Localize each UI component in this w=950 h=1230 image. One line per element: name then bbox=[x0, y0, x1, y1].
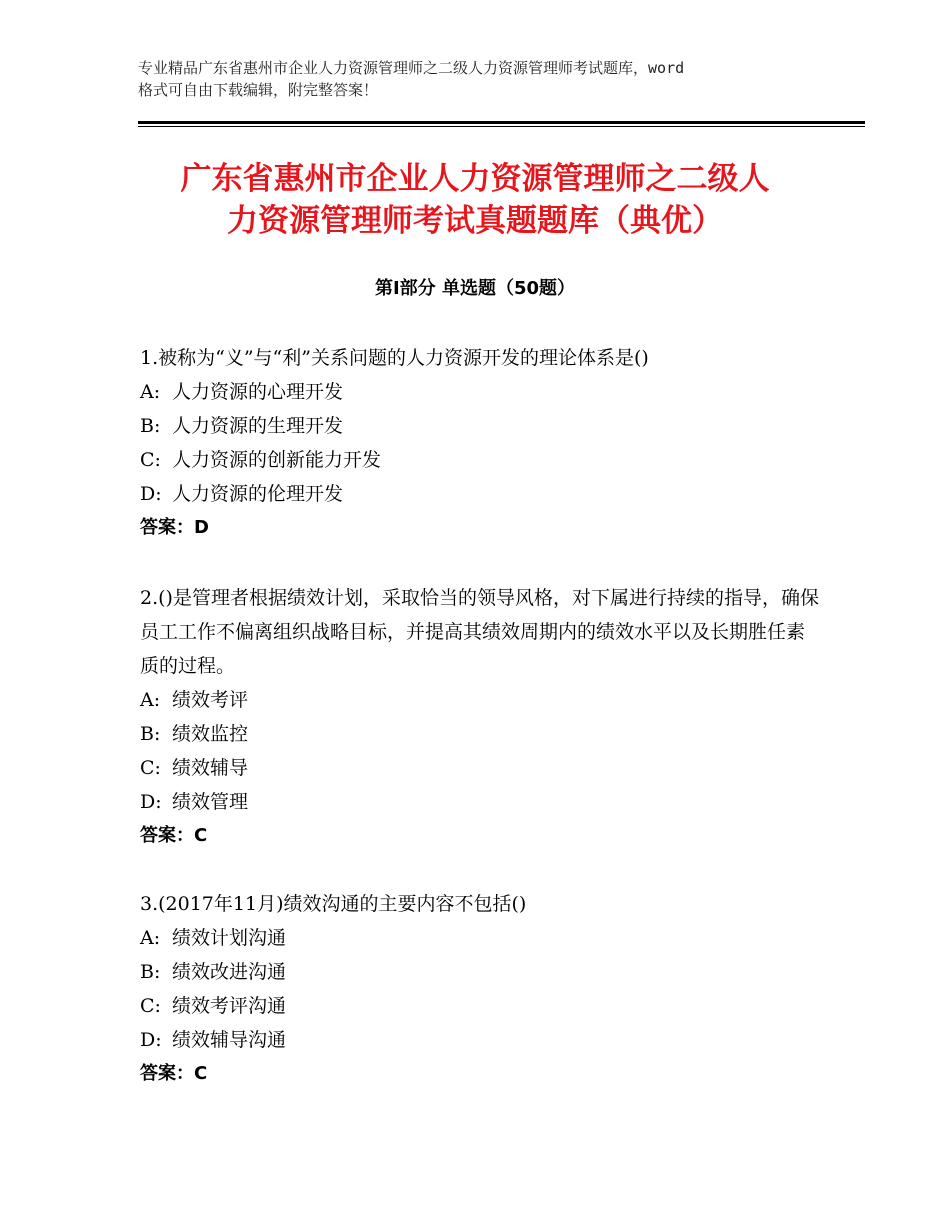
option-letter: D: bbox=[140, 483, 162, 505]
option-d bbox=[140, 477, 820, 511]
header-note bbox=[138, 57, 838, 101]
header-divider-thick bbox=[138, 121, 865, 124]
option-letter: C: bbox=[140, 757, 161, 779]
option-text: 绩效考评 bbox=[172, 689, 249, 711]
answer: 答案：C bbox=[140, 825, 208, 846]
option-a bbox=[140, 683, 820, 717]
option-a bbox=[140, 921, 820, 955]
question-stem: 3.(2017年11月)绩效沟通的主要内容不包括() bbox=[140, 893, 527, 915]
option-text: 人力资源的伦理开发 bbox=[172, 483, 344, 505]
header-note-line-2: 格式可自由下载编辑，附完整答案！ bbox=[138, 81, 379, 99]
option-letter: B: bbox=[140, 415, 161, 437]
question-3 bbox=[140, 887, 820, 1091]
option-letter: B: bbox=[140, 723, 161, 745]
option-text: 人力资源的生理开发 bbox=[172, 415, 344, 437]
option-letter: D: bbox=[140, 791, 162, 813]
answer: 答案：C bbox=[140, 1063, 208, 1084]
option-letter: C: bbox=[140, 449, 161, 471]
option-letter: A: bbox=[140, 927, 161, 949]
section-heading: 第Ⅰ部分 单选题（50题） bbox=[374, 278, 575, 299]
document-title-line-2: 力资源管理师考试真题题库（典优） bbox=[227, 203, 723, 239]
option-text: 人力资源的心理开发 bbox=[172, 381, 344, 403]
header-note-line-1: 专业精品广东省惠州市企业人力资源管理师之二级人力资源管理师考试题库，word bbox=[138, 59, 685, 77]
option-b bbox=[140, 409, 820, 443]
option-letter: A: bbox=[140, 381, 161, 403]
document-title-line-1: 广东省惠州市企业人力资源管理师之二级人 bbox=[180, 161, 770, 197]
option-text: 绩效辅导 bbox=[172, 757, 249, 779]
option-c bbox=[140, 443, 820, 477]
option-text: 人力资源的创新能力开发 bbox=[172, 449, 382, 471]
option-c bbox=[140, 989, 820, 1023]
option-text: 绩效管理 bbox=[172, 791, 249, 813]
question-stem: 2.()是管理者根据绩效计划，采取恰当的领导风格，对下属进行持续的指导，确保员工工作不偏离组织战略目标，并提高其绩效周期内的绩效水平以及长期胜任素质的过程。 bbox=[140, 587, 819, 677]
option-d bbox=[140, 1023, 820, 1057]
option-a bbox=[140, 375, 820, 409]
header-divider-thin bbox=[138, 126, 865, 127]
option-text: 绩效改进沟通 bbox=[172, 961, 287, 983]
option-letter: D: bbox=[140, 1029, 162, 1051]
option-letter: A: bbox=[140, 689, 161, 711]
option-text: 绩效辅导沟通 bbox=[172, 1029, 287, 1051]
question-stem: 1.被称为“义”与“利”关系问题的人力资源开发的理论体系是() bbox=[140, 347, 649, 369]
option-text: 绩效考评沟通 bbox=[172, 995, 287, 1017]
question-1 bbox=[140, 341, 820, 545]
document-title bbox=[100, 158, 850, 242]
option-letter: C: bbox=[140, 995, 161, 1017]
option-b bbox=[140, 717, 820, 751]
option-text: 绩效计划沟通 bbox=[172, 927, 287, 949]
option-letter: B: bbox=[140, 961, 161, 983]
option-text: 绩效监控 bbox=[172, 723, 249, 745]
option-d bbox=[140, 785, 820, 819]
option-c bbox=[140, 751, 820, 785]
option-b bbox=[140, 955, 820, 989]
answer: 答案：D bbox=[140, 517, 209, 538]
question-2 bbox=[140, 581, 820, 853]
